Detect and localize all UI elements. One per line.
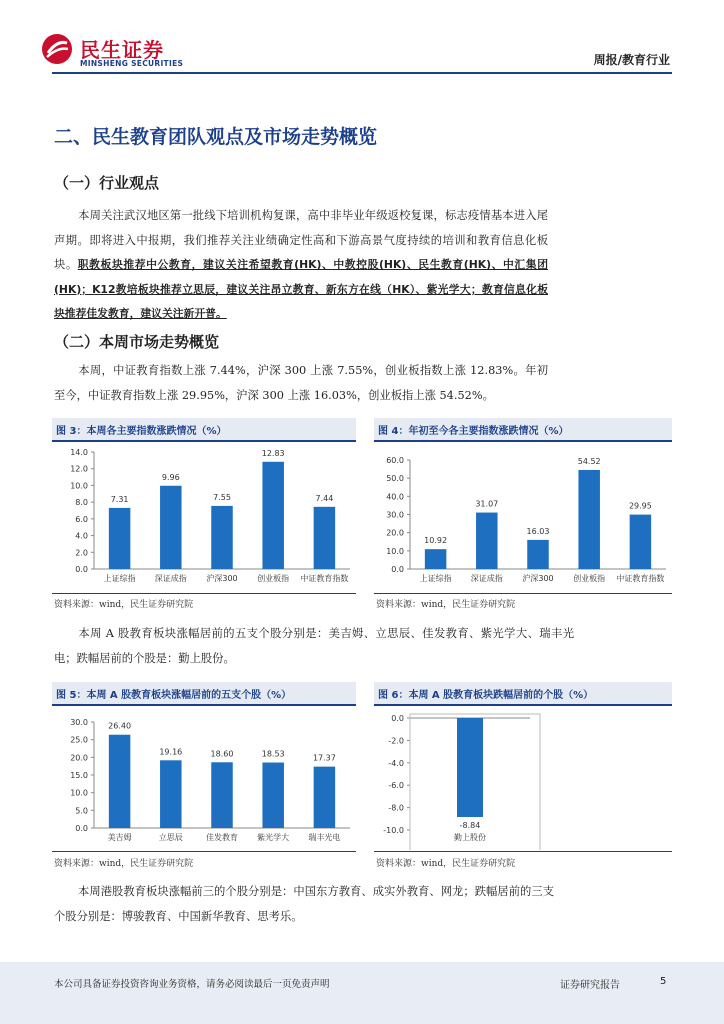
fig3-title: 图 3：本周各主要指数涨跌情况（%）: [52, 418, 356, 442]
fig5-data-label: 18.53: [261, 749, 285, 759]
paragraph-market-overview: [54, 359, 548, 408]
fig3-category-label: 沪深300: [206, 574, 238, 583]
fig5-category-label: 瑞丰光电: [308, 833, 341, 842]
subsection-title-1: （一）行业观点: [54, 174, 160, 192]
fig6-bar: [457, 718, 483, 817]
brand-name-en: MINSHENG SECURITIES: [80, 59, 184, 68]
fig4-ytick-label: 50.0: [386, 474, 404, 484]
fig3-ytick-label: 6.0: [75, 514, 88, 524]
fig4-data-label: 54.52: [577, 456, 601, 466]
fig4-category-label: 创业板指: [573, 574, 606, 583]
fig4-divider: [374, 593, 672, 594]
page-number: 5: [660, 976, 667, 987]
paragraph-hk-share: [54, 880, 554, 929]
footer-disclaimer: 本公司具备证券投资咨询业务资格，请务必阅读最后一页免责声明: [54, 979, 330, 990]
fig5-bar: [314, 767, 336, 828]
fig4-data-label: 10.92: [424, 536, 448, 546]
fig5-bar: [262, 763, 284, 828]
fig3-category-label: 创业板指: [257, 574, 290, 583]
header-divider: [52, 72, 672, 74]
fig6-source: 资料来源：wind，民生证券研究院: [376, 859, 516, 869]
fig5-category-label: 佳发教育: [206, 833, 238, 842]
fig5-ytick-label: 25.0: [70, 735, 88, 745]
fig4-ytick-label: 60.0: [386, 456, 404, 465]
fig3-bar: [211, 506, 233, 569]
fig4-bar: [476, 513, 498, 569]
fig3-category-label: 上证综指: [103, 574, 136, 583]
recommendation-text: 职教板块推荐中公教育，建议关注希望教育(HK)、中教控股(HK)、民生教育(HK)、中汇集团(HK)；K12教培板块推荐立思辰，建议关注昂立教育、新东方在线（HK）、紫光学大；教育信息化板块推荐佳发教育，建议关注新开普。: [54, 258, 548, 320]
fig4-data-label: 29.95: [628, 501, 652, 511]
fig5-bar: [211, 762, 233, 828]
fig4-category-label: 中证教育指数: [616, 574, 665, 583]
fig3-ytick-label: 14.0: [70, 448, 88, 457]
fig6-ytick-label: -4.0: [388, 758, 404, 768]
fig3-divider: [52, 593, 356, 594]
fig3-ytick-label: 12.0: [70, 464, 88, 474]
fig4-data-label: 16.03: [526, 526, 550, 536]
fig3-data-label: 7.44: [315, 493, 334, 503]
fig3-bar: [262, 462, 284, 569]
fig4-source: 资料来源：wind，民生证券研究院: [376, 600, 516, 610]
fig4-bar: [425, 549, 447, 569]
section-title: 二、民生教育团队观点及市场走势概览: [54, 126, 378, 148]
fig3-source: 资料来源：wind，民生证券研究院: [54, 600, 194, 610]
fig3-bar: [160, 486, 182, 569]
fig4-category-label: 深证成指: [470, 574, 503, 583]
fig3-chart: [52, 444, 356, 592]
fig5-category-label: 美吉姆: [107, 833, 132, 842]
paragraph-a-share: [54, 622, 574, 671]
fig4-ytick-label: 10.0: [386, 546, 404, 556]
fig5-source: 资料来源：wind，民生证券研究院: [54, 859, 194, 869]
fig3-category-label: 深证成指: [154, 574, 187, 583]
fig3-ytick-label: 4.0: [75, 531, 88, 541]
fig4-chart: [374, 444, 672, 592]
fig5-data-label: 18.60: [210, 749, 234, 759]
fig5-bar: [109, 735, 131, 828]
fig3-data-label: 12.83: [261, 448, 285, 458]
fig5-ytick-label: 30.0: [70, 718, 88, 727]
fig3-bar: [109, 508, 131, 569]
fig5-chart: [52, 708, 356, 850]
brand-logo-icon: [42, 34, 72, 64]
market-overview-text: 本周，中证教育指数上涨 7.44%，沪深 300 上涨 7.55%，创业板指数上涨 12.83%。年初至今，中证教育指数上涨 29.95%，沪深 300 上涨 16.03%，创业板指上涨 54.52%。: [54, 364, 548, 402]
fig5-category-label: 紫光学大: [257, 833, 290, 842]
a-share-text: 本周 A 股教育板块涨幅居前的五支个股分别是：美吉姆、立思辰、佳发教育、紫光学大、瑞丰光电；跌幅居前的个股是：勤上股份。: [54, 627, 574, 665]
fig6-title: 图 6：本周 A 股教育板块跌幅居前的个股（%）: [374, 682, 672, 706]
fig5-category-label: 立思辰: [158, 833, 183, 842]
fig3-ytick-label: 0.0: [75, 565, 88, 574]
fig6-data-label: -8.84: [459, 821, 481, 831]
paragraph-industry-view: [54, 204, 548, 327]
fig3-data-label: 9.96: [161, 472, 180, 482]
fig3-bar: [314, 507, 336, 569]
fig6-ytick-label: -6.0: [388, 781, 404, 791]
fig5-ytick-label: 15.0: [70, 771, 88, 780]
paragraph-plain-text: 本周关注武汉地区第一批线下培训机构复课，高中非毕业年级返校复课，标志疫情基本进入尾声期。即将进入中报期，我们推荐关注业绩确定性高和下游高景气度持续的培训和教育信息化板块。: [54, 209, 548, 271]
fig3-ytick-label: 2.0: [75, 548, 88, 558]
fig6-chart: [374, 708, 672, 850]
fig5-data-label: 17.37: [312, 753, 336, 763]
fig5-data-label: 26.40: [108, 721, 132, 731]
brand-name-cn: 民生证券: [80, 38, 164, 62]
fig5-ytick-label: 5.0: [75, 806, 88, 816]
fig3-ytick-label: 8.0: [75, 498, 88, 508]
fig4-category-label: 上证综指: [419, 574, 452, 583]
fig5-ytick-label: 0.0: [75, 824, 88, 833]
fig3-data-label: 7.55: [213, 492, 231, 502]
fig4-bar: [527, 540, 549, 569]
fig5-divider: [52, 851, 356, 852]
fig6-divider: [374, 851, 672, 852]
fig4-title: 图 4：年初至今各主要指数涨跌情况（%）: [374, 418, 672, 442]
fig5-ytick-label: 10.0: [70, 788, 88, 798]
fig5-ytick-label: 20.0: [70, 753, 88, 763]
fig4-bar: [630, 515, 652, 569]
fig6-ytick-label: 0.0: [391, 714, 404, 723]
fig3-ytick-label: 10.0: [70, 481, 88, 491]
fig6-category-label: 勤上股份: [454, 833, 486, 843]
fig4-bar: [578, 470, 600, 569]
fig5-title: 图 5：本周 A 股教育板块涨幅居前的五支个股（%）: [52, 682, 356, 706]
fig3-category-label: 中证教育指数: [300, 574, 349, 583]
fig4-ytick-label: 0.0: [391, 565, 404, 574]
fig6-ytick-label: -8.0: [388, 803, 404, 813]
fig4-ytick-label: 30.0: [386, 510, 404, 520]
fig6-ytick-label: -2.0: [388, 736, 404, 746]
subsection-title-2: （二）本周市场走势概览: [54, 333, 220, 351]
footer-band: [0, 962, 724, 1024]
fig6-ytick-label: -10.0: [383, 826, 404, 835]
fig4-category-label: 沪深300: [522, 574, 554, 583]
hk-share-text: 本周港股教育板块涨幅前三的个股分别是：中国东方教育、成实外教育、网龙；跌幅居前的三支个股分别是：博骏教育、中国新华教育、思考乐。: [54, 885, 554, 923]
fig3-data-label: 7.31: [110, 494, 129, 504]
fig4-data-label: 31.07: [475, 499, 499, 509]
fig4-ytick-label: 40.0: [386, 492, 404, 502]
doc-type: 周报/教育行业: [593, 53, 670, 67]
footer-report-type: 证券研究报告: [560, 980, 620, 991]
fig4-ytick-label: 20.0: [386, 528, 404, 538]
fig5-data-label: 19.16: [159, 747, 183, 757]
fig5-bar: [160, 760, 182, 828]
